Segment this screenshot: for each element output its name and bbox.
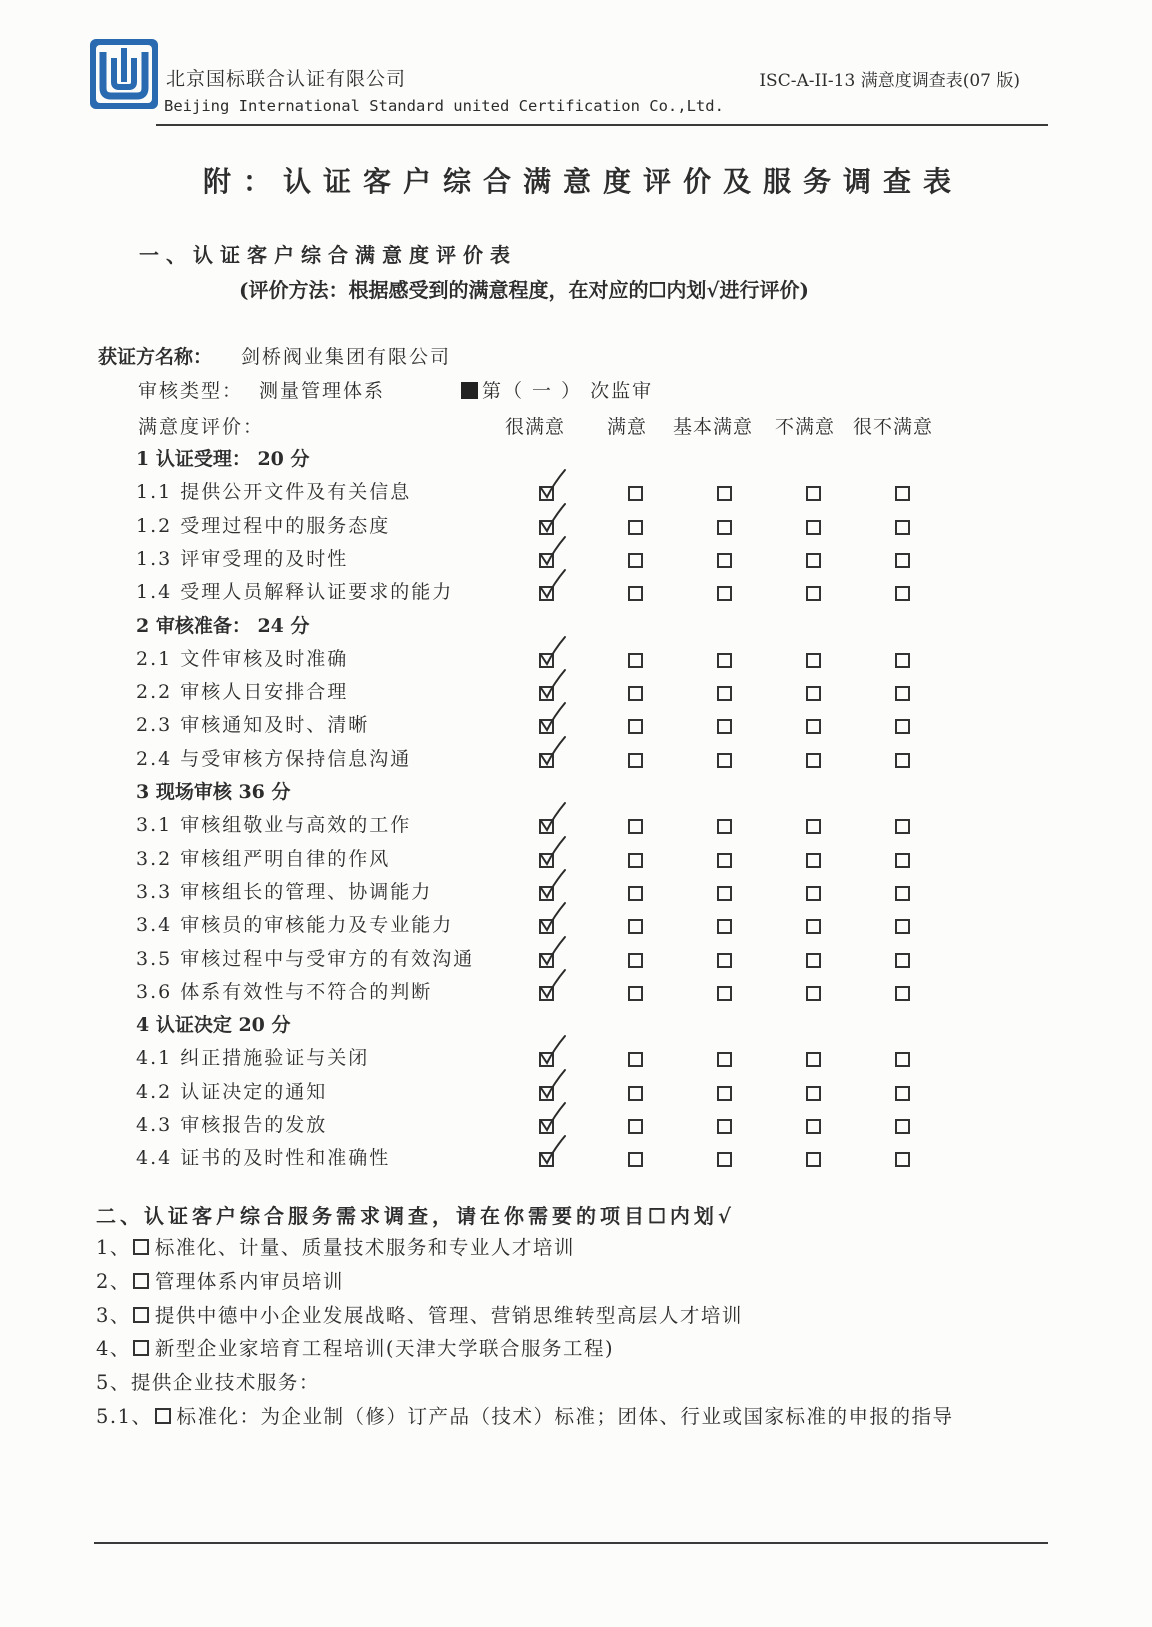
rating-checkbox-basically-satisfied[interactable]: [717, 1086, 732, 1101]
rating-checkbox-basically-satisfied[interactable]: [717, 819, 732, 834]
rating-checkbox-dissatisfied[interactable]: [806, 486, 821, 501]
rating-checkbox-basically-satisfied[interactable]: [717, 553, 732, 568]
company-name-en: Beijing International Standard united Certification Co.,Ltd.: [164, 97, 724, 115]
service-option-checkbox[interactable]: [133, 1340, 149, 1356]
check-mark-icon: [538, 634, 568, 670]
rating-checkbox-satisfied[interactable]: [628, 1119, 643, 1134]
rating-checkbox-very-dissatisfied[interactable]: [895, 919, 910, 934]
rating-checkbox-basically-satisfied[interactable]: [717, 1119, 732, 1134]
audit-round: [461, 376, 653, 403]
check-mark-icon: [538, 734, 568, 770]
footer-divider: [94, 1542, 1048, 1544]
criterion-label: 3.5 审核过程中与受审方的有效沟通: [136, 947, 475, 970]
rating-checkbox-very-dissatisfied[interactable]: [895, 653, 910, 668]
service-option: [96, 1367, 320, 1395]
rating-checkbox-very-dissatisfied[interactable]: [895, 520, 910, 535]
rating-checkbox-satisfied[interactable]: [628, 853, 643, 868]
rating-checkbox-very-dissatisfied[interactable]: [895, 1152, 910, 1167]
rating-checkbox-basically-satisfied[interactable]: [717, 853, 732, 868]
criterion-label: 2.1 文件审核及时准确: [136, 647, 349, 670]
rating-checkbox-satisfied[interactable]: [628, 520, 643, 535]
group-heading: 3 现场审核 36 分: [136, 781, 291, 803]
rating-label: 满意度评价：: [138, 416, 265, 438]
check-mark-icon: [538, 667, 568, 703]
rating-checkbox-dissatisfied[interactable]: [806, 1086, 821, 1101]
rating-checkbox-satisfied[interactable]: [628, 753, 643, 768]
rating-checkbox-basically-satisfied[interactable]: [717, 1152, 732, 1167]
rating-checkbox-satisfied[interactable]: [628, 586, 643, 601]
criterion-label: 1.3 评审受理的及时性: [136, 547, 349, 570]
rating-checkbox-dissatisfied[interactable]: [806, 919, 821, 934]
option-text: 管理体系内审员培训: [154, 1269, 344, 1293]
rating-checkbox-very-dissatisfied[interactable]: [895, 1086, 910, 1101]
rating-checkbox-satisfied[interactable]: [628, 986, 643, 1001]
column-header-satisfied: 满意: [607, 416, 648, 438]
check-mark-icon: [538, 534, 568, 570]
rating-checkbox-basically-satisfied[interactable]: [717, 686, 732, 701]
column-header-very-dissatisfied: 很不满意: [853, 416, 934, 438]
rating-checkbox-dissatisfied[interactable]: [806, 586, 821, 601]
rating-checkbox-basically-satisfied[interactable]: [717, 520, 732, 535]
rating-checkbox-very-dissatisfied[interactable]: [895, 719, 910, 734]
check-mark-icon: [538, 700, 568, 736]
check-mark-icon: [538, 1133, 568, 1169]
criterion-label: 1.1 提供公开文件及有关信息: [136, 481, 412, 504]
rating-checkbox-very-dissatisfied[interactable]: [895, 1119, 910, 1134]
rating-checkbox-dissatisfied[interactable]: [806, 553, 821, 568]
criterion-label: 4.3 审核报告的发放: [136, 1114, 328, 1136]
rating-checkbox-very-dissatisfied[interactable]: [895, 819, 910, 834]
rating-checkbox-satisfied[interactable]: [628, 1052, 643, 1067]
option-number: 1、: [96, 1236, 131, 1259]
section2-heading: 二、认证客户综合服务需求调查，请在你需要的项目☐内划√: [96, 1204, 736, 1228]
service-option-checkbox[interactable]: [133, 1273, 149, 1289]
rating-checkbox-basically-satisfied[interactable]: [717, 486, 732, 501]
criterion-label: 2.2 审核人日安排合理: [136, 681, 349, 704]
check-mark-icon: [538, 567, 568, 603]
column-header-basically-satisfied: 基本满意: [673, 416, 754, 438]
criterion-label: 1.4 受理人员解释认证要求的能力: [136, 581, 454, 604]
check-mark-icon: [538, 1067, 568, 1103]
criterion-label: 1.2 受理过程中的服务态度: [136, 514, 391, 537]
group-heading: 4 认证决定 20 分: [136, 1014, 291, 1037]
rating-checkbox-basically-satisfied[interactable]: [717, 986, 732, 1001]
service-option-checkbox[interactable]: [133, 1307, 149, 1323]
audit-round-text: 第（ 一 ） 次监审: [482, 380, 654, 402]
option-text: 新型企业家培育工程培训(天津大学联合服务工程): [154, 1337, 615, 1361]
rating-checkbox-dissatisfied[interactable]: [806, 986, 821, 1001]
check-mark-icon: [538, 1033, 568, 1069]
criterion-label: 4.4 证书的及时性和准确性: [136, 1147, 391, 1170]
filled-square-icon: [461, 382, 478, 399]
check-mark-icon: [538, 800, 568, 836]
audit-type-label: 审核类型：: [138, 380, 244, 402]
rating-checkbox-very-dissatisfied[interactable]: [895, 986, 910, 1001]
company-name-cn: 北京国标联合认证有限公司: [166, 68, 407, 90]
check-mark-icon: [538, 834, 568, 870]
client-name-label: 获证方名称：: [98, 346, 213, 368]
rating-checkbox-satisfied[interactable]: [628, 953, 643, 968]
check-mark-icon: [538, 501, 568, 537]
option-number: 4、: [96, 1337, 131, 1361]
rating-checkbox-very-dissatisfied[interactable]: [895, 553, 910, 568]
rating-checkbox-satisfied[interactable]: [628, 686, 643, 701]
rating-checkbox-very-dissatisfied[interactable]: [895, 586, 910, 601]
service-option: [96, 1266, 344, 1294]
rating-checkbox-very-dissatisfied[interactable]: [895, 686, 910, 701]
rating-checkbox-satisfied[interactable]: [628, 653, 643, 668]
rating-checkbox-dissatisfied[interactable]: [806, 1152, 821, 1167]
rating-checkbox-dissatisfied[interactable]: [806, 853, 821, 868]
service-option-checkbox[interactable]: [133, 1239, 149, 1255]
rating-checkbox-dissatisfied[interactable]: [806, 520, 821, 535]
check-mark-icon: [538, 867, 568, 903]
check-mark-icon: [538, 900, 568, 936]
bisc-logo-icon: [89, 38, 159, 110]
rating-checkbox-dissatisfied[interactable]: [806, 1119, 821, 1134]
document-code: ISC-A-II-13 满意度调查表(07 版): [759, 71, 1020, 91]
rating-checkbox-satisfied[interactable]: [628, 919, 643, 934]
option-number: 5.1、: [96, 1405, 153, 1428]
group-heading: 2 审核准备： 24 分: [136, 614, 310, 637]
check-mark-icon: [538, 1100, 568, 1136]
check-mark-icon: [538, 467, 568, 503]
service-option: [96, 1232, 575, 1260]
rating-checkbox-dissatisfied[interactable]: [806, 753, 821, 768]
rating-checkbox-dissatisfied[interactable]: [806, 653, 821, 668]
column-header-dissatisfied: 不满意: [775, 416, 836, 438]
client-name-value: 剑桥阀业集团有限公司: [241, 346, 452, 368]
option-text: 标准化、计量、质量技术服务和专业人才培训: [154, 1236, 575, 1259]
rating-checkbox-satisfied[interactable]: [628, 719, 643, 734]
rating-checkbox-basically-satisfied[interactable]: [717, 719, 732, 734]
column-header-very-satisfied: 很满意: [505, 416, 566, 438]
criterion-label: 4.2 认证决定的通知: [136, 1080, 328, 1103]
rating-checkbox-satisfied[interactable]: [628, 886, 643, 901]
check-mark-icon: [538, 934, 568, 970]
rating-checkbox-dissatisfied[interactable]: [806, 686, 821, 701]
option-number: 5、: [96, 1371, 131, 1395]
service-option-checkbox[interactable]: [155, 1408, 171, 1424]
rating-checkbox-very-dissatisfied[interactable]: [895, 886, 910, 901]
option-number: 2、: [96, 1269, 131, 1293]
rating-checkbox-dissatisfied[interactable]: [806, 1052, 821, 1067]
rating-checkbox-very-dissatisfied[interactable]: [895, 953, 910, 968]
criterion-label: 2.3 审核通知及时、清晰: [136, 714, 370, 737]
service-option: [96, 1333, 614, 1361]
rating-checkbox-basically-satisfied[interactable]: [717, 953, 732, 968]
audit-type-value: 测量管理体系: [259, 380, 386, 402]
rating-checkbox-satisfied[interactable]: [628, 486, 643, 501]
check-mark-icon: [538, 967, 568, 1003]
rating-checkbox-dissatisfied[interactable]: [806, 953, 821, 968]
group-heading: 1 认证受理： 20 分: [136, 448, 310, 470]
header-divider: [156, 124, 1048, 126]
criterion-label: 4.1 纠正措施验证与关闭: [136, 1047, 370, 1070]
criterion-label: 3.1 审核组敬业与高效的工作: [136, 814, 412, 837]
rating-checkbox-satisfied[interactable]: [628, 819, 643, 834]
rating-checkbox-basically-satisfied[interactable]: [717, 886, 732, 901]
criterion-label: 3.4 审核员的审核能力及专业能力: [136, 914, 454, 937]
service-option: [96, 1401, 954, 1429]
rating-checkbox-basically-satisfied[interactable]: [717, 653, 732, 668]
page-title: 附：认证客户综合满意度评价及服务调查表: [203, 165, 964, 198]
criterion-label: 3.2 审核组严明自律的作风: [136, 847, 391, 870]
rating-checkbox-satisfied[interactable]: [628, 1152, 643, 1167]
rating-checkbox-very-dissatisfied[interactable]: [895, 486, 910, 501]
criterion-label: 3.6 体系有效性与不符合的判断: [136, 980, 433, 1003]
rating-checkbox-satisfied[interactable]: [628, 553, 643, 568]
criterion-label: 3.3 审核组长的管理、协调能力: [136, 880, 433, 903]
evaluation-method-note: (评价方法：根据感受到的满意程度，在对应的☐内划√进行评价): [239, 278, 809, 302]
rating-checkbox-basically-satisfied[interactable]: [717, 1052, 732, 1067]
rating-checkbox-dissatisfied[interactable]: [806, 819, 821, 834]
rating-checkbox-dissatisfied[interactable]: [806, 719, 821, 734]
option-text: 提供企业技术服务：: [130, 1371, 320, 1395]
option-text: 标准化：为企业制（修）订产品（技术）标准；团体、行业或国家标准的申报的指导: [176, 1405, 954, 1428]
service-option: [96, 1300, 743, 1328]
rating-checkbox-very-dissatisfied[interactable]: [895, 853, 910, 868]
rating-checkbox-basically-satisfied[interactable]: [717, 919, 732, 934]
rating-checkbox-dissatisfied[interactable]: [806, 886, 821, 901]
rating-checkbox-basically-satisfied[interactable]: [717, 753, 732, 768]
rating-checkbox-basically-satisfied[interactable]: [717, 586, 732, 601]
option-number: 3、: [96, 1303, 131, 1327]
criterion-label: 2.4 与受审核方保持信息沟通: [136, 747, 412, 770]
option-text: 提供中德中小企业发展战略、管理、营销思维转型高层人才培训: [154, 1303, 743, 1327]
section1-heading: 一、认证客户综合满意度评价表: [139, 243, 517, 267]
rating-checkbox-very-dissatisfied[interactable]: [895, 753, 910, 768]
rating-checkbox-very-dissatisfied[interactable]: [895, 1052, 910, 1067]
rating-checkbox-satisfied[interactable]: [628, 1086, 643, 1101]
